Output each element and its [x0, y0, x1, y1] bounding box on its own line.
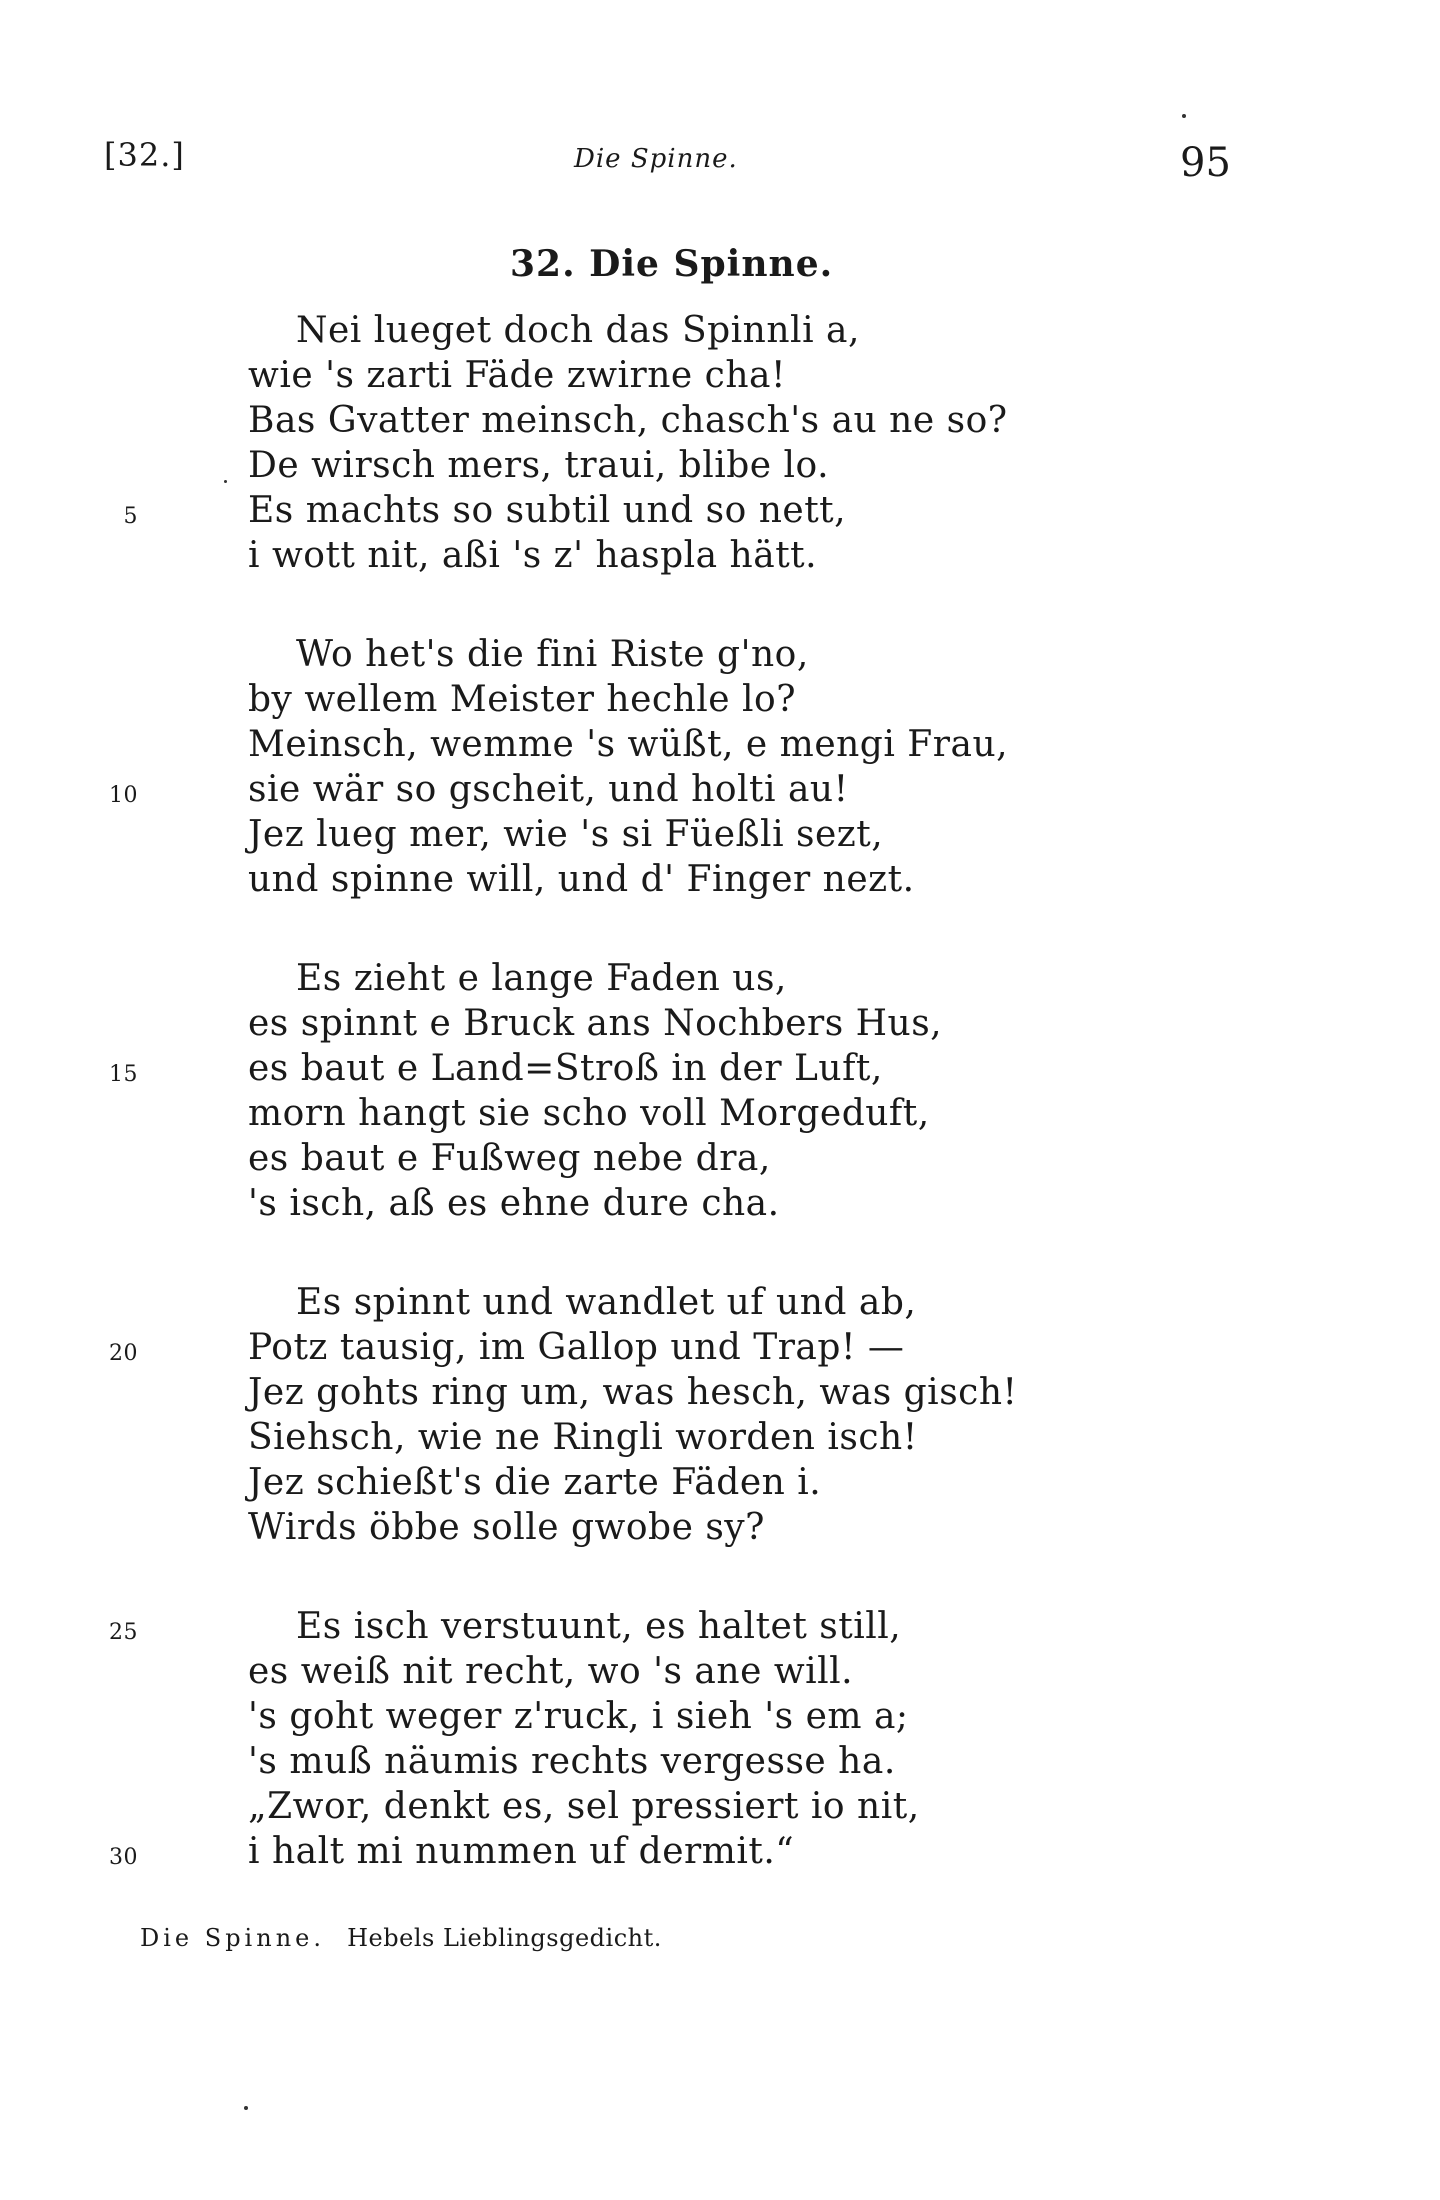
poem-line-text: De wirsch mers, traui, blibe lo. — [248, 445, 830, 486]
poem-line-text: sie wär so gscheit, und holti au! — [248, 769, 849, 810]
poem-line — [248, 353, 1048, 398]
poem-line-text: by wellem Meister hechle lo? — [248, 679, 797, 720]
poem-body — [109, 308, 1048, 1928]
section-marker: [32.] — [104, 136, 185, 174]
poem-line-text: Bas Gvatter meinsch, chasch's au ne so? — [248, 400, 1008, 441]
poem-line — [248, 398, 1048, 443]
poem-line-text: Siehsch, wie ne Ringli worden isch! — [248, 1417, 918, 1458]
poem-line — [248, 308, 1048, 353]
poem-line-text: „Zwor, denkt es, sel pressiert io nit, — [248, 1786, 920, 1827]
poem-line — [248, 1001, 1048, 1046]
line-number: 25 — [109, 1620, 138, 1645]
poem-line — [248, 1649, 1048, 1694]
poem-line — [248, 956, 1048, 1001]
poem-title: 32. Die Spinne. — [510, 243, 834, 285]
line-number: 30 — [109, 1845, 138, 1870]
poem-line — [109, 1046, 1048, 1091]
poem-line — [248, 1136, 1048, 1181]
line-number: 10 — [109, 783, 138, 808]
poem-line — [248, 1091, 1048, 1136]
poem-line-text: 's goht weger z'ruck, i sieh 's em a; — [248, 1696, 909, 1737]
page-number: 95 — [1180, 140, 1231, 186]
poem-line-text: i halt mi nummen uf dermit.“ — [248, 1831, 795, 1872]
poem-line — [248, 1505, 1048, 1550]
poem-line-text: Meinsch, wemme 's wüßt, e mengi Frau, — [248, 724, 1009, 765]
stanza — [109, 1604, 1048, 1874]
poem-line-text: Wirds öbbe solle gwobe sy? — [248, 1507, 765, 1548]
poem-line-text: i wott nit, aßi 's z' haspla hätt. — [248, 535, 818, 576]
line-number: 15 — [109, 1062, 138, 1087]
poem-line-text: Es spinnt und wandlet uf und ab, — [296, 1282, 917, 1323]
poem-line — [248, 1280, 1048, 1325]
stanza — [109, 632, 1048, 902]
poem-line-text: Potz tausig, im Gallop und Trap! — — [248, 1327, 905, 1368]
poem-line — [109, 1829, 1048, 1874]
poem-line — [248, 1694, 1048, 1739]
footnote — [140, 1924, 662, 1952]
stanza — [109, 956, 1048, 1226]
poem-line-text: und spinne will, und d' Finger nezt. — [248, 859, 915, 900]
line-number: 20 — [109, 1341, 138, 1366]
line-number: 5 — [123, 504, 138, 529]
poem-line — [109, 1604, 1048, 1649]
poem-line-text: Wo het's die fini Riste g'no, — [296, 634, 809, 675]
poem-line — [248, 1784, 1048, 1829]
poem-line-text: Jez gohts ring um, was hesch, was gisch! — [248, 1372, 1018, 1413]
poem-line — [248, 677, 1048, 722]
poem-line-text: Nei lueget doch das Spinnli a, — [296, 310, 860, 351]
poem-line — [109, 767, 1048, 812]
stanza — [123, 308, 1048, 578]
poem-line-text: es spinnt e Bruck ans Nochbers Hus, — [248, 1003, 943, 1044]
poem-line — [248, 812, 1048, 857]
poem-line-text: Es zieht e lange Faden us, — [296, 958, 787, 999]
stanza — [109, 1280, 1048, 1550]
poem-line — [248, 1181, 1048, 1226]
poem-line — [248, 857, 1048, 902]
poem-line-text: Es isch verstuunt, es haltet still, — [296, 1606, 902, 1647]
print-speck — [224, 480, 227, 483]
print-speck — [244, 2106, 248, 2110]
poem-line — [248, 1370, 1048, 1415]
poem-line — [123, 488, 1048, 533]
poem-line — [248, 1739, 1048, 1784]
poem-line — [248, 443, 1048, 488]
poem-line-text: es baut e Land=Stroß in der Luft, — [248, 1048, 883, 1089]
running-title: Die Spinne. — [574, 144, 738, 174]
footnote-title: Die Spinne. — [140, 1924, 325, 1952]
poem-line-text: morn hangt sie scho voll Morgeduft, — [248, 1093, 930, 1134]
poem-line-text: Jez lueg mer, wie 's si Füeßli sezt, — [248, 814, 884, 855]
poem-line — [109, 1325, 1048, 1370]
print-speck — [1182, 114, 1186, 118]
poem-line — [248, 1460, 1048, 1505]
poem-line — [248, 632, 1048, 677]
footnote-text: Hebels Lieblingsgedicht. — [347, 1924, 662, 1952]
poem-line-text: wie 's zarti Fäde zwirne cha! — [248, 355, 786, 396]
poem-line-text: 's isch, aß es ehne dure cha. — [248, 1183, 780, 1224]
poem-line-text: es weiß nit recht, wo 's ane will. — [248, 1651, 854, 1692]
poem-line — [248, 1415, 1048, 1460]
poem-line — [248, 533, 1048, 578]
poem-line-text: Es machts so subtil und so nett, — [248, 490, 847, 531]
poem-line-text: Jez schießt's die zarte Fäden i. — [248, 1462, 822, 1503]
poem-line-text: es baut e Fußweg nebe dra, — [248, 1138, 771, 1179]
poem-line-text: 's muß näumis rechts vergesse ha. — [248, 1741, 896, 1782]
poem-line — [248, 722, 1048, 767]
